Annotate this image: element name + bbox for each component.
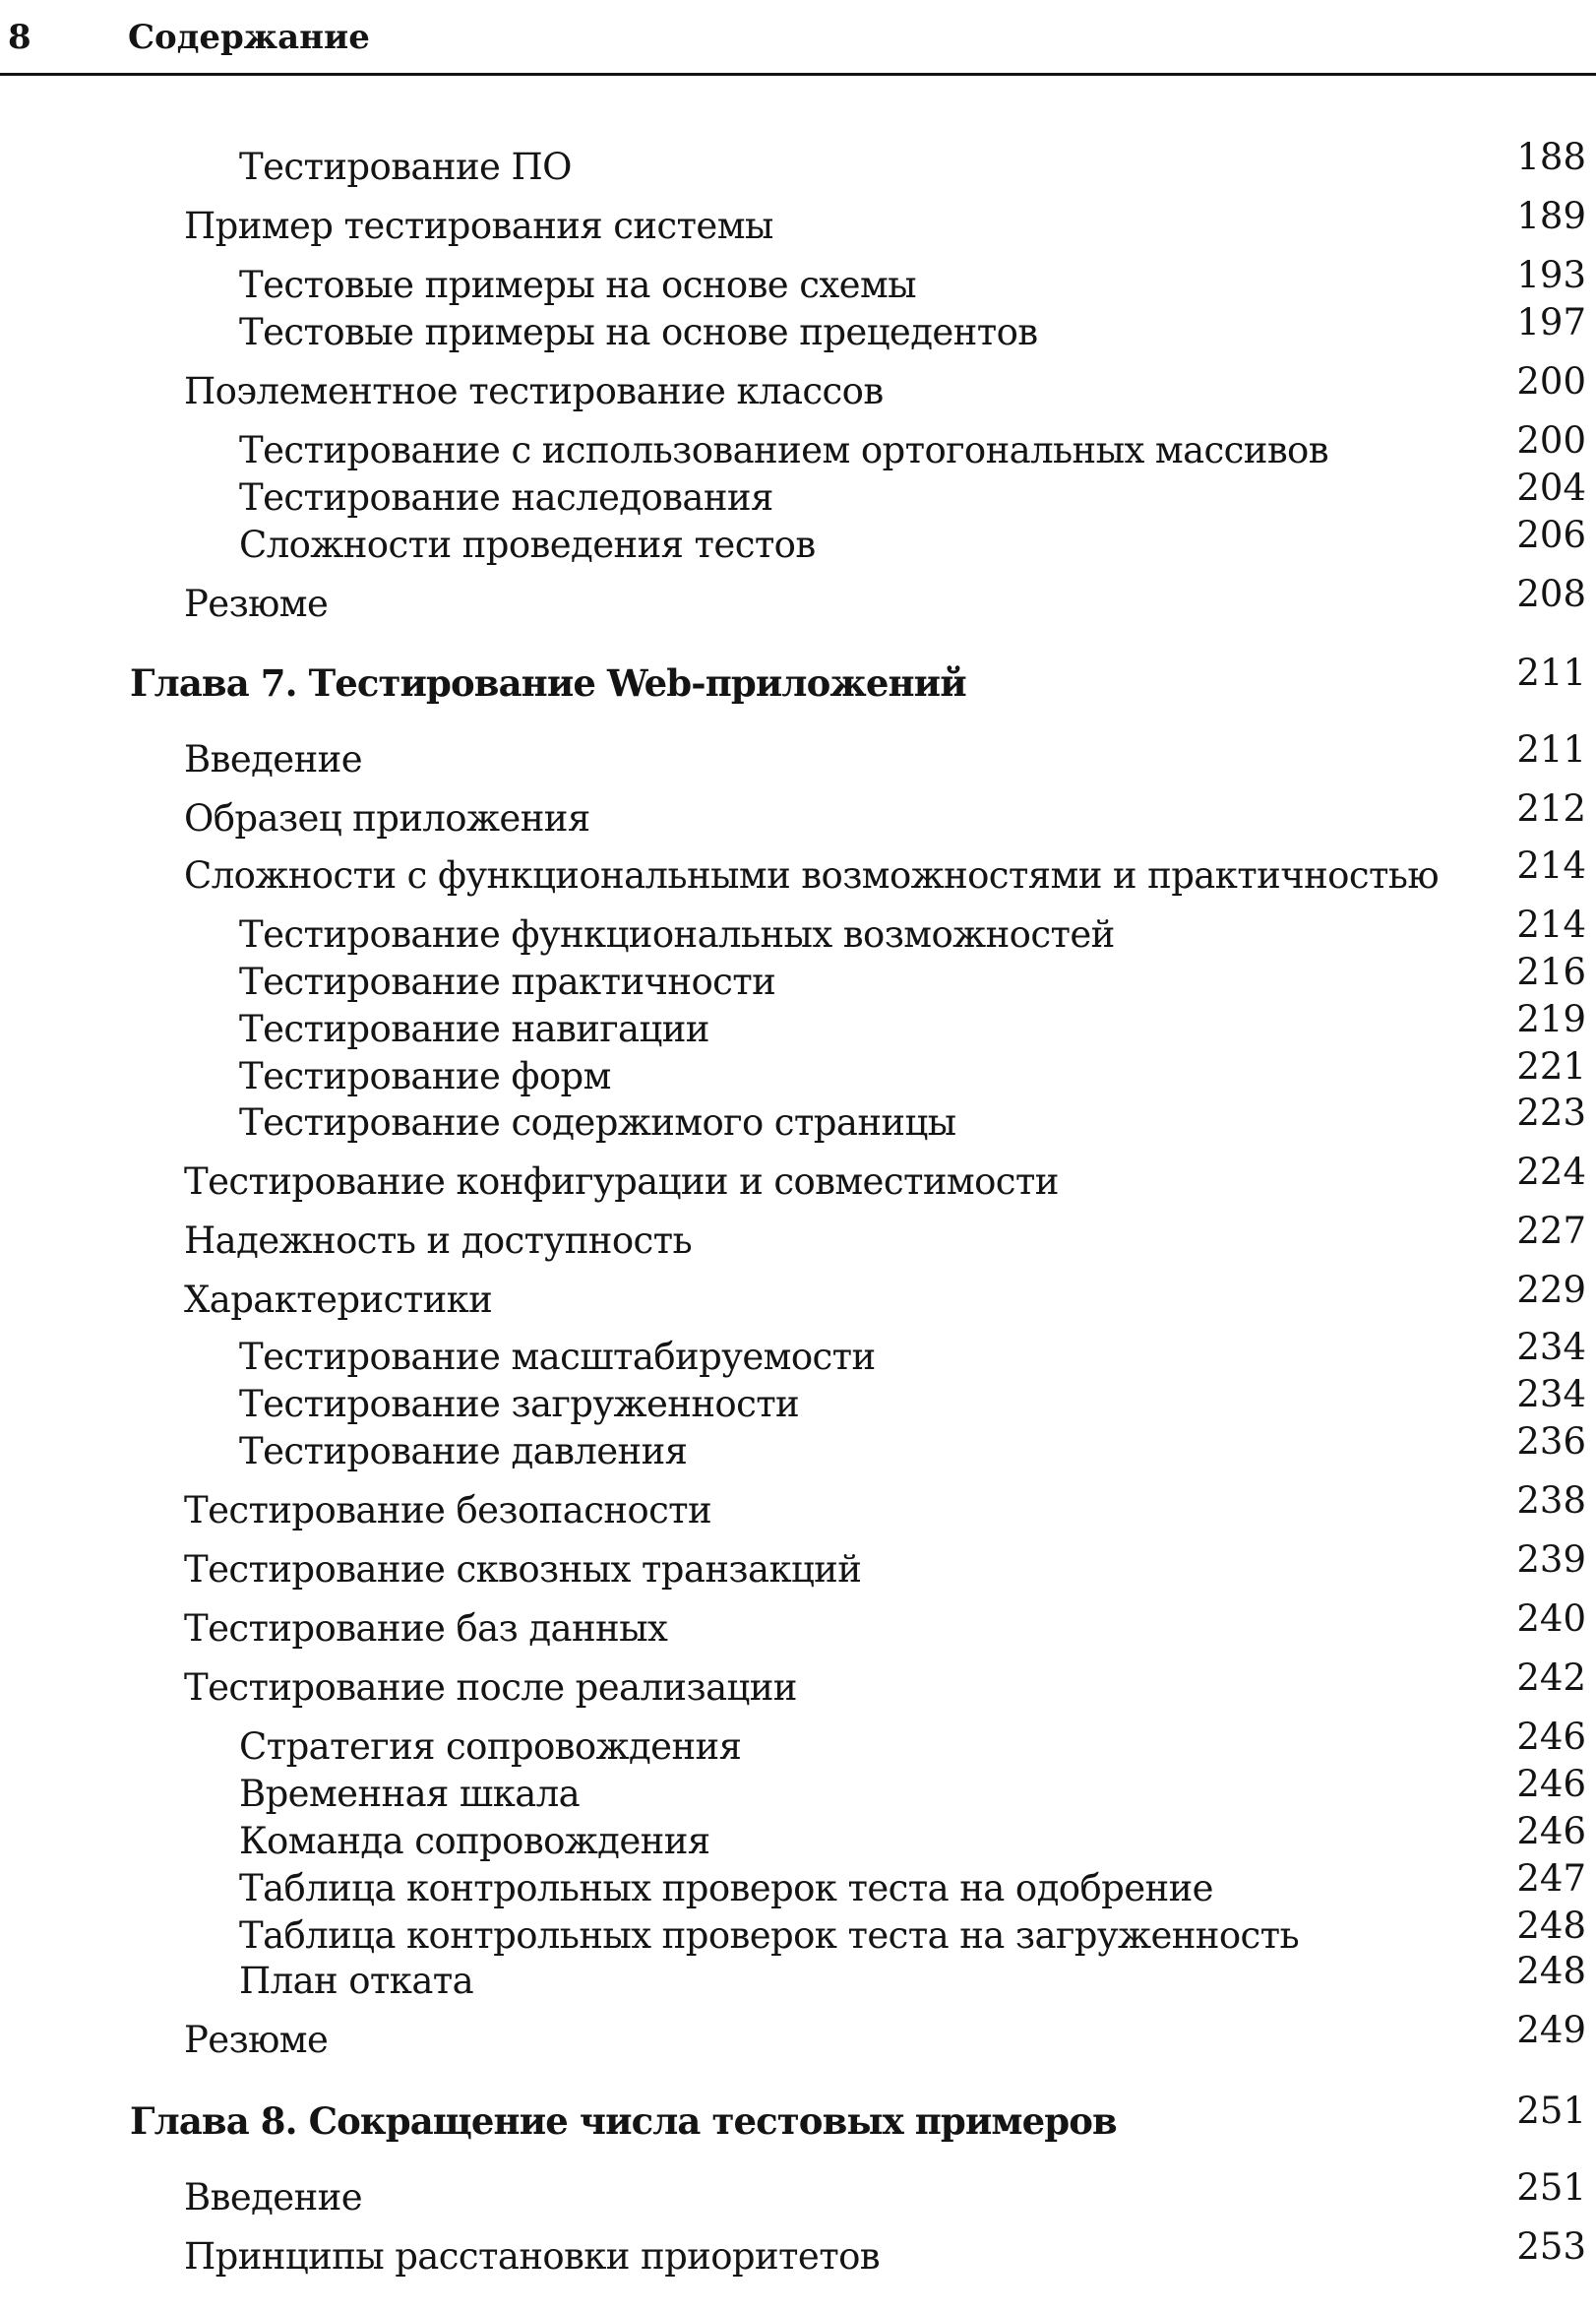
toc-entry-title: Тестирование ПО xyxy=(239,146,572,188)
toc-entry-page: 242 xyxy=(1516,1656,1586,1699)
toc-entry-page: 211 xyxy=(1516,728,1586,771)
toc-entry-title: Тестирование наследования xyxy=(239,476,773,519)
toc-entry xyxy=(0,787,1596,843)
toc-entry xyxy=(0,1950,1596,2005)
toc-entry xyxy=(0,1905,1596,1960)
toc-entry-title: Тестирование загруженности xyxy=(239,1383,800,1425)
running-header xyxy=(0,14,1596,63)
toc-entry xyxy=(0,951,1596,1006)
toc-entry xyxy=(0,998,1596,1053)
toc-entry-page: 212 xyxy=(1516,787,1586,830)
header-rule xyxy=(0,73,1596,76)
toc-entry xyxy=(0,467,1596,522)
toc-entry-page: 246 xyxy=(1516,1716,1586,1758)
toc-entry xyxy=(0,844,1596,900)
toc-entry-page: 236 xyxy=(1516,1420,1586,1463)
toc-entry xyxy=(0,2166,1596,2221)
toc-entry-title: Резюме xyxy=(184,2019,329,2061)
toc-entry xyxy=(0,195,1596,250)
toc-entry xyxy=(0,1326,1596,1381)
toc-entry-title: Резюме xyxy=(184,583,329,625)
toc-entry-title: Образец приложения xyxy=(184,797,590,840)
toc-entry-title: Тестирование навигации xyxy=(239,1008,709,1050)
toc-entry-page: 240 xyxy=(1516,1597,1586,1640)
toc-entry-page: 227 xyxy=(1516,1210,1586,1252)
toc-chapter-page: 251 xyxy=(1516,2090,1586,2132)
toc-entry xyxy=(0,301,1596,356)
toc-entry xyxy=(0,1045,1596,1100)
toc-entry-title: Команда сопровождения xyxy=(239,1820,710,1862)
toc-entry-title: Характеристики xyxy=(184,1279,493,1321)
toc-entry-page: 193 xyxy=(1516,254,1586,296)
toc-entry xyxy=(0,254,1596,309)
toc-entry-page: 189 xyxy=(1516,195,1586,237)
toc-entry-title: Тестирование функциональных возможностей xyxy=(239,913,1115,956)
toc-entry-page: 200 xyxy=(1516,360,1586,403)
toc-entry-title: Принципы расстановки приоритетов xyxy=(184,2235,880,2278)
toc-entry-page: 234 xyxy=(1516,1326,1586,1368)
toc-entry-page: 221 xyxy=(1516,1045,1586,1088)
toc-entry-page: 246 xyxy=(1516,1763,1586,1805)
toc-entry-page: 200 xyxy=(1516,419,1586,462)
toc-entry-title: Пример тестирования системы xyxy=(184,205,773,247)
toc-entry-title: Надежность и доступность xyxy=(184,1219,693,1262)
toc-entry-title: Временная шкала xyxy=(239,1773,581,1815)
toc-entry xyxy=(0,1656,1596,1712)
toc-entry xyxy=(0,1763,1596,1818)
toc-entry-page: 206 xyxy=(1516,514,1586,556)
toc-entry-title: Введение xyxy=(184,2176,363,2218)
toc-entry xyxy=(0,1716,1596,1771)
toc-chapter xyxy=(0,652,1596,707)
toc-entry-title: Тестирование конфигурации и совместимости xyxy=(184,1160,1059,1203)
toc-entry-title: Тестирование практичности xyxy=(239,961,776,1003)
toc-entry-page: 248 xyxy=(1516,1950,1586,1992)
toc-entry xyxy=(0,360,1596,415)
toc-chapter-page: 211 xyxy=(1516,652,1586,694)
toc-entry xyxy=(0,1538,1596,1593)
toc-entry xyxy=(0,1092,1596,1147)
toc-entry xyxy=(0,573,1596,628)
toc-entry-page: 214 xyxy=(1516,904,1586,946)
toc-entry-title: План отката xyxy=(239,1960,474,2002)
toc-entry-title: Сложности с функциональными возможностями и практичностью xyxy=(184,854,1439,897)
toc-entry xyxy=(0,1373,1596,1428)
toc-entry-page: 253 xyxy=(1516,2225,1586,2268)
toc-entry-title: Стратегия сопровождения xyxy=(239,1725,742,1768)
toc-entry-title: Тестирование масштабируемости xyxy=(239,1336,876,1378)
toc-entry-page: 188 xyxy=(1516,136,1586,178)
toc-entry-title: Тестирование с использованием ортогональных массивов xyxy=(239,429,1328,471)
toc-entry xyxy=(0,2009,1596,2064)
toc-entry-title: Поэлементное тестирование классов xyxy=(184,370,884,412)
toc-entry xyxy=(0,1420,1596,1475)
toc-entry-page: 216 xyxy=(1516,951,1586,993)
toc-entry-page: 251 xyxy=(1516,2166,1586,2209)
toc-entry-page: 197 xyxy=(1516,301,1586,344)
toc-entry-title: Тестирование давления xyxy=(239,1430,688,1472)
toc-entry xyxy=(0,136,1596,191)
toc-entry-page: 246 xyxy=(1516,1810,1586,1852)
toc-chapter-title: Глава 8. Сокращение числа тестовых примеров xyxy=(130,2099,1117,2143)
toc-entry-title: Тестирование форм xyxy=(239,1055,611,1097)
toc-entry xyxy=(0,728,1596,783)
toc-entry-page: 229 xyxy=(1516,1269,1586,1311)
toc-entry-page: 249 xyxy=(1516,2009,1586,2051)
toc-entry xyxy=(0,2225,1596,2281)
toc-entry-title: Тестирование баз данных xyxy=(184,1607,668,1650)
toc-entry-title: Тестовые примеры на основе прецедентов xyxy=(239,311,1038,353)
toc-entry-title: Таблица контрольных проверок теста на загруженность xyxy=(239,1914,1300,1957)
toc-entry xyxy=(0,1151,1596,1206)
running-header-title: Содержание xyxy=(128,18,370,57)
toc-entry-page: 247 xyxy=(1516,1857,1586,1900)
toc-entry-title: Тестовые примеры на основе схемы xyxy=(239,264,916,306)
toc-entry xyxy=(0,1857,1596,1912)
toc-entry xyxy=(0,904,1596,959)
toc-entry-page: 238 xyxy=(1516,1479,1586,1522)
toc-entry-title: Тестирование безопасности xyxy=(184,1489,712,1531)
toc-entry-title: Таблица контрольных проверок теста на одобрение xyxy=(239,1867,1213,1909)
toc-entry xyxy=(0,1269,1596,1324)
toc-entry-title: Тестирование сквозных транзакций xyxy=(184,1548,862,1591)
toc-entry-page: 234 xyxy=(1516,1373,1586,1415)
toc-entry-page: 204 xyxy=(1516,467,1586,509)
toc-chapter xyxy=(0,2090,1596,2145)
toc-entry xyxy=(0,1210,1596,1265)
toc-entry-title: Тестирование после реализации xyxy=(184,1666,797,1709)
toc-entry xyxy=(0,1810,1596,1865)
toc-entry xyxy=(0,514,1596,569)
toc-entry-title: Введение xyxy=(184,738,363,781)
toc-entry-page: 239 xyxy=(1516,1538,1586,1581)
toc-entry-page: 224 xyxy=(1516,1151,1586,1193)
page-number: 8 xyxy=(8,18,31,57)
toc-entry-page: 214 xyxy=(1516,844,1586,887)
toc-entry-page: 248 xyxy=(1516,1905,1586,1947)
toc-chapter-title: Глава 7. Тестирование Web-приложений xyxy=(130,661,966,705)
toc-entry-title: Тестирование содержимого страницы xyxy=(239,1101,956,1144)
toc-entry xyxy=(0,419,1596,474)
toc-entry-page: 223 xyxy=(1516,1092,1586,1134)
toc-entry-page: 219 xyxy=(1516,998,1586,1040)
toc-entry-page: 208 xyxy=(1516,573,1586,615)
toc-entry xyxy=(0,1597,1596,1653)
toc-entry-title: Сложности проведения тестов xyxy=(239,524,816,566)
toc-entry xyxy=(0,1479,1596,1534)
